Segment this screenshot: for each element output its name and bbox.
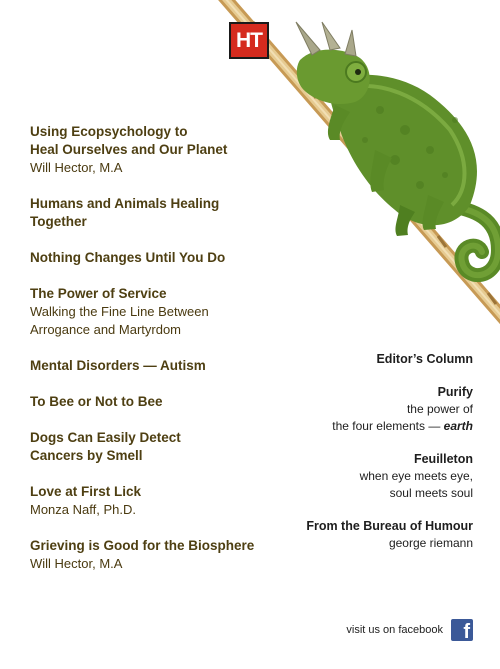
columns-section [253,350,473,567]
article-subtitle: Walking the Fine Line Between Arrogance and Martyrdom [30,304,209,337]
toc-item[interactable] [30,429,290,465]
column-title[interactable]: Purify [437,385,473,399]
subtitle-emphasis: earth [443,419,473,433]
toc-item[interactable] [30,393,290,411]
toc-item[interactable] [30,357,290,375]
humour-column[interactable] [253,517,473,552]
column-author: george riemann [388,536,473,550]
chameleon-illustration [296,22,498,275]
facebook-link[interactable] [346,619,473,641]
toc-item[interactable] [30,249,290,267]
article-title[interactable]: Nothing Changes Until You Do [30,250,226,265]
article-author: Will Hector, M.A [30,556,123,571]
facebook-icon[interactable] [451,619,473,641]
logo-text: HT [236,28,262,52]
toc-item[interactable] [30,195,290,231]
article-title[interactable]: Humans and Animals Healing Together [30,196,220,229]
column-title[interactable]: Feuilleton [413,452,473,466]
column-subtitle: when eye meets eye, [359,469,473,483]
article-title[interactable]: Dogs Can Easily Detect Cancers by Smell [30,430,181,463]
toc-item[interactable] [30,123,290,177]
editors-column[interactable] [253,350,473,368]
article-title[interactable]: To Bee or Not to Bee [30,394,163,409]
column-subtitle: soul meets soul [389,486,473,500]
article-author: Monza Naff, Ph.D. [30,502,136,517]
article-title[interactable]: Using Ecopsychology to Heal Ourselves and Our Planet [30,124,228,157]
facebook-text[interactable]: visit us on facebook [346,624,443,636]
column-subtitle [253,418,473,435]
purify-column[interactable] [253,383,473,435]
article-title[interactable]: Mental Disorders — Autism [30,358,206,373]
article-title[interactable]: Grieving is Good for the Biosphere [30,538,255,553]
table-of-contents [30,123,290,591]
toc-item[interactable] [30,483,290,519]
feuilleton-column[interactable] [253,450,473,502]
facebook-glyph: f [463,621,470,641]
toc-item[interactable] [30,537,290,573]
column-title[interactable]: From the Bureau of Humour [306,519,473,533]
article-author: Will Hector, M.A [30,160,123,175]
column-title[interactable]: Editor’s Column [376,352,473,366]
ht-logo[interactable] [229,22,269,59]
subtitle-text: the four elements — [332,419,444,433]
toc-item[interactable] [30,285,290,339]
article-title[interactable]: Love at First Lick [30,484,142,499]
article-title[interactable]: The Power of Service [30,286,167,301]
column-subtitle: the power of [406,402,473,416]
